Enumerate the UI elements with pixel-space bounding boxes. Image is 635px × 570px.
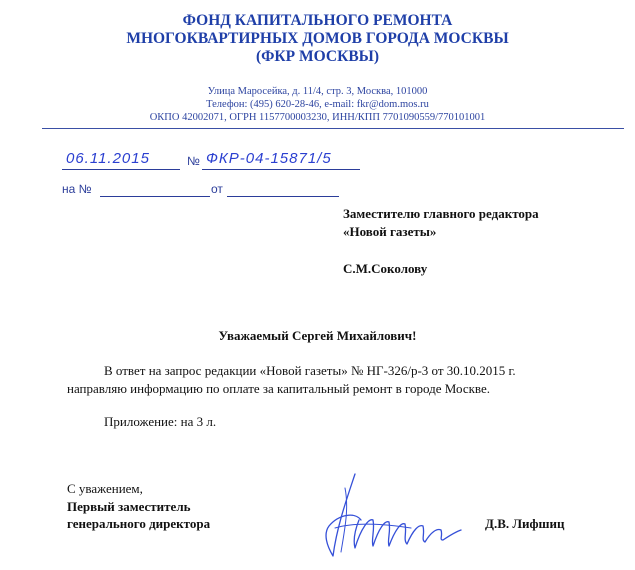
org-name-line3: (ФКР МОСКВЫ) — [255, 48, 380, 65]
outgoing-date: 06.11.2015 — [66, 150, 150, 167]
org-name-line2: МНОГОКВАРТИРНЫХ ДОМОВ ГОРОДА МОСКВЫ — [126, 30, 509, 47]
org-address: Улица Маросейка, д. 11/4, стр. 3, Москва, 101000 — [207, 86, 428, 97]
handwritten-signature — [315, 468, 465, 563]
letter-paragraph-line1: В ответ на запрос редакции «Новой газеты» № НГ-326/р-3 от 30.10.2015 г. — [104, 363, 516, 378]
reply-number-line — [100, 182, 210, 197]
addressee-position: Заместителю главного редактора — [343, 206, 539, 221]
letter-paragraph-line2: направляю информацию по оплате за капитальный ремонт в городе Москве. — [67, 381, 490, 396]
reply-from-line — [227, 182, 339, 197]
outgoing-number-label: № — [187, 154, 200, 168]
outgoing-date-field — [62, 150, 180, 170]
attachment-note: Приложение: на 3 л. — [104, 414, 217, 429]
addressee-name: С.М.Соколову — [343, 261, 428, 276]
signer-title-line1: Первый заместитель — [67, 499, 191, 514]
outgoing-number: ФКР-04-15871/5 — [206, 150, 332, 167]
signer-title-line2: генерального директора — [67, 516, 211, 531]
closing: С уважением, — [67, 481, 143, 496]
salutation: Уважаемый Сергей Михайлович! — [218, 328, 417, 343]
org-registry: ОКПО 42002071, ОГРН 1157700003230, ИНН/КПП 7701090559/770101001 — [149, 112, 486, 123]
reply-number-label: на № — [62, 182, 92, 196]
outgoing-number-field — [202, 150, 360, 170]
reply-from-label: от — [211, 182, 223, 196]
addressee-organization: «Новой газеты» — [343, 224, 437, 239]
header-divider — [42, 128, 624, 129]
org-contacts: Телефон: (495) 620-28-46, e-mail: fkr@dom.mos.ru — [206, 99, 429, 110]
org-name-line1: ФОНД КАПИТАЛЬНОГО РЕМОНТА — [182, 12, 453, 29]
signer-name: Д.В. Лифшиц — [485, 516, 565, 531]
